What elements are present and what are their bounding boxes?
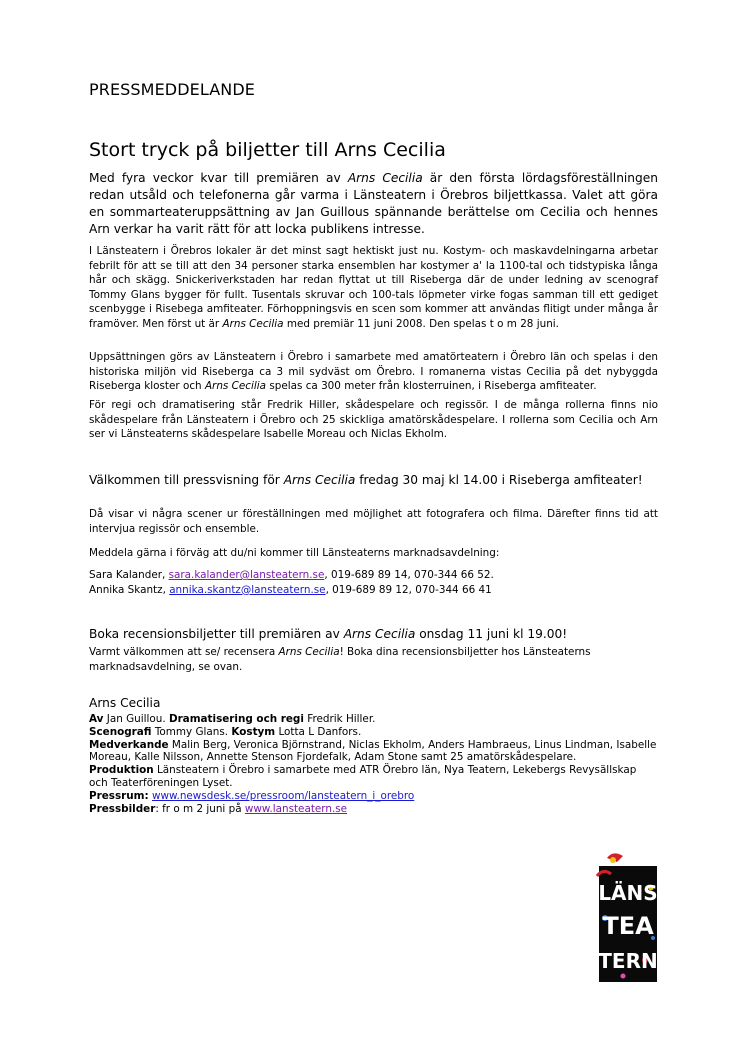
invite-body: Då visar vi några scener ur föreställningen med möjlighet att fotografera och filma. Därefter finns tid att intervjua regissör och ensemble. (89, 508, 658, 535)
lead-text-b: är den första lördagsföreställningen redan utsåld och telefonerna går varma i Länsteatern i Örebros biljettkassa. Valet att göra en sommarteateruppsättning av Jan Guillous spännande berättelse om Cecilia och hennes Arn verkar ha varit rätt för att locka publikens intresse. (89, 171, 658, 236)
credit-label: Dramatisering och regi (168, 713, 304, 725)
contact-email-link[interactable]: sara.kalander@lansteatern.se (168, 569, 325, 581)
pressroom-link[interactable]: www.newsdesk.se/pressroom/lansteatern_i_orebro (151, 789, 415, 802)
contact-list (89, 568, 658, 597)
headline: Stort tryck på biljetter till Arns Cecilia (89, 139, 446, 161)
review-body-title: Arns Cecilia (278, 646, 340, 658)
lead-text-a: Med fyra veckor kvar till premiären av (89, 171, 348, 185)
credits-line-pressimages (89, 803, 658, 816)
logo-line-3: TERN (598, 949, 658, 973)
credit-value: Fredrik Hiller. (303, 713, 376, 725)
review-body (89, 645, 658, 674)
p2-title: Arns Cecilia (204, 380, 267, 393)
logo-line-2: TEA (602, 912, 654, 940)
credits-line-author (89, 713, 658, 726)
review-body-b: ! Boka dina recensionsbiljetter hos Länsteaterns marknadsavdelning, se ovan. (89, 646, 591, 673)
credits-line-cast (89, 739, 658, 765)
credit-value: Länsteatern i Örebro i samarbete med ATR Örebro län, Nya Teatern, Lekebergs Revysällskap och Teaterföreningen Lyset. (89, 764, 637, 789)
invite-text-b: fredag 30 maj kl 14.00 i Riseberga amfiteater! (355, 473, 643, 487)
invite-notice: Meddela gärna i förväg att du/ni kommer till Länsteaterns marknadsavdelning: (89, 547, 500, 559)
website-link[interactable]: www.lansteatern.se (244, 802, 348, 815)
credit-value: Lotta L Danfors. (275, 725, 362, 738)
paragraph-2 (89, 350, 658, 394)
review-text-b: onsdag 11 juni kl 19.00! (415, 627, 568, 641)
review-text-a: Boka recensionsbiljetter till premiären av (89, 627, 344, 641)
contact-row (89, 583, 658, 598)
paragraph-3: För regi och dramatisering står Fredrik Hiller, skådespelare och regissör. I de många rollerna finns nio skådespelare från Länsteatern i Örebro och 25 skickliga amatörskådespelare. I rollerna som Cecilia och Arn ser vi Länsteaterns skådespelare Isabelle Moreau och Niclas Ekholm. (89, 399, 658, 441)
p2-text-b: spelas ca 300 meter från klosterruinen, i Riseberga amfiteater. (266, 380, 597, 393)
credits-line-pressroom (89, 790, 658, 803)
credits-line-production (89, 764, 658, 790)
invite-text-a: Välkommen till pressvisning för (89, 473, 284, 487)
credit-label: Kostym (231, 725, 276, 738)
document-label: PRESSMEDDELANDE (89, 80, 255, 99)
review-body-a: Varmt välkommen att se/ recensera (89, 646, 279, 658)
contact-phones: , 019-689 89 12, 070-344 66 41 (325, 583, 492, 596)
credits-block (89, 713, 658, 815)
credits-line-scenography (89, 726, 658, 739)
review-heading (89, 626, 658, 643)
credit-label: Av (89, 713, 104, 725)
credit-label: Pressbilder (89, 802, 156, 815)
p1-text-a: I Länsteatern i Örebros lokaler är det minst sagt hektiskt just nu. Kostym- och maskavdelningarna arbetar febrilt för att se till att den 34 personer starka ensemblen har kostymer a' la 1100-tal och tidstypiska långa hår och skägg. Snickeriverkstaden har redan flyttat ut till Riseberga där de under ledning av scenograf Tommy Glans bygger för fullt. Tusentals skruvar och 100-tals löpmeter virke fogas samman till ett gediget scenbygge i Risebega amfiteater. Förhoppningsvis en scen som kommer att användas flitigt under många år framöver. Men först ut är (89, 245, 658, 330)
contact-name: Sara Kalander, (89, 569, 169, 581)
credit-label: Medverkande (89, 738, 169, 751)
logo-line-1: LÄNS (598, 881, 658, 905)
credit-value: Malin Berg, Veronica Björnstrand, Niclas Ekholm, Anders Hambraeus, Linus Lindman, Isabelle Moreau, Kalle Nilsson, Annette Stenson Fjordefalk, Adam Stone samt 25 amatörskådespelare. (89, 738, 657, 764)
paragraph-1 (89, 244, 658, 332)
credit-value: Tommy Glans. (151, 725, 232, 738)
credit-value: Jan Guillou. (103, 713, 169, 725)
invite-heading (89, 472, 658, 489)
credits-title: Arns Cecilia (89, 696, 161, 710)
credit-label: Produktion (89, 764, 154, 777)
p1-text-b: med premiär 11 juni 2008. Den spelas t o m 28 juni. (283, 317, 559, 330)
lead-title: Arns Cecilia (347, 171, 423, 185)
p2-text-a: Uppsättningen görs av Länsteatern i Örebro i samarbete med amatörteatern i Örebro län och spelas i den historiska miljön vid Riseberga ca 3 mil sydväst om Örebro. I romanerna vistas Cecilia på det nybyggda Riseberga kloster och (89, 351, 658, 393)
lansteatern-logo (593, 848, 659, 984)
credit-label: Pressrum: (89, 789, 149, 802)
contact-email-link[interactable]: annika.skantz@lansteatern.se (169, 583, 326, 596)
contact-row (89, 568, 658, 583)
contact-name: Annika Skantz, (89, 583, 170, 596)
lead-paragraph (89, 170, 658, 238)
credit-value: : fr o m 2 juni på (155, 802, 245, 815)
invite-title: Arns Cecilia (283, 473, 356, 487)
credit-label: Scenografi (89, 725, 152, 738)
review-title: Arns Cecilia (343, 627, 416, 641)
p1-title: Arns Cecilia (222, 317, 284, 330)
contact-phones: , 019-689 89 14, 070-344 66 52. (324, 569, 494, 581)
